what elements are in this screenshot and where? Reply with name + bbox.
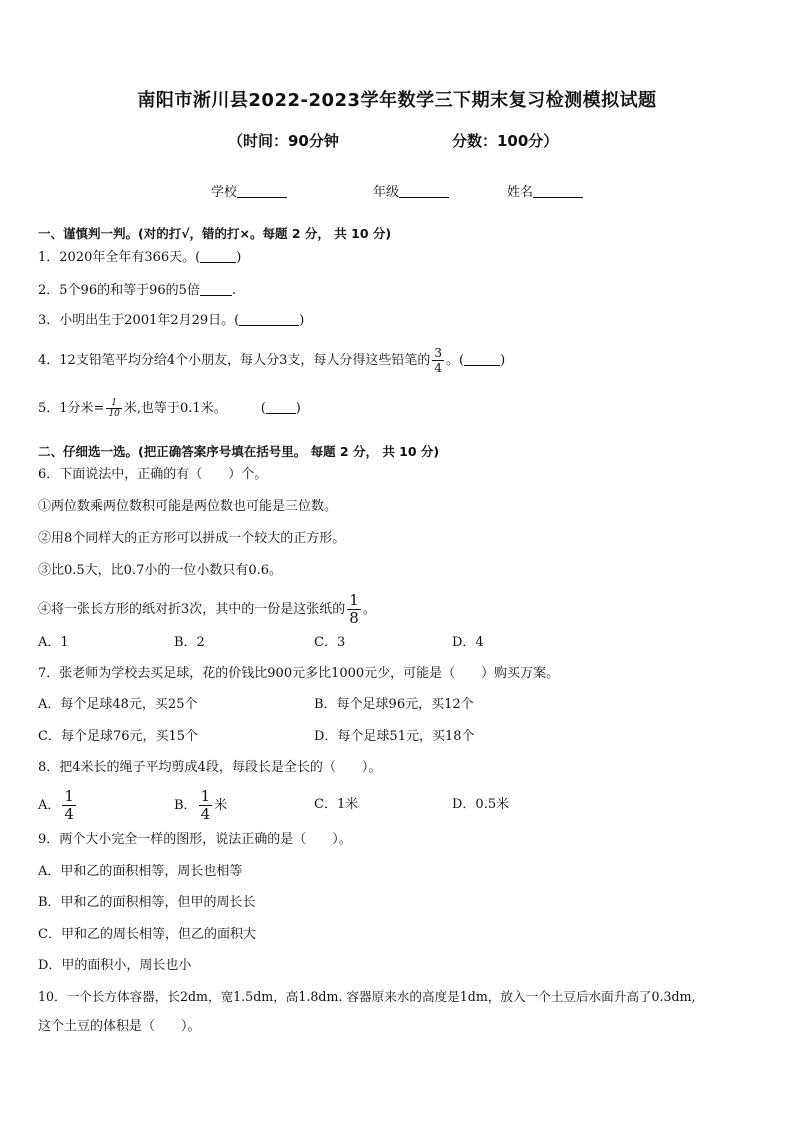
question-5-close: ) (295, 401, 301, 416)
fraction-one-quarter (199, 788, 213, 823)
q9-option-b[interactable]: B．甲和乙的面积相等，但甲的周长长 (38, 895, 256, 910)
exam-score: 分数：100分） (452, 132, 559, 150)
fraction-numerator: 1 (106, 398, 121, 409)
question-5-open: ( (260, 401, 266, 416)
fraction-denominator: 4 (434, 361, 442, 375)
question-4-close: ) (500, 353, 506, 368)
question-4-text: 4．12支铅笔平均分给4个小朋友，每人分3支，每人分得这些铅笔的 (38, 353, 431, 368)
fraction-one-tenth (106, 398, 121, 419)
question-4-open: 。( (446, 353, 465, 368)
q9-option-d[interactable]: D．甲的面积小，周长也小 (38, 958, 192, 973)
option-label: B． (174, 798, 197, 813)
exam-time: （时间：90分钟 (228, 132, 339, 150)
fraction-denominator: 10 (108, 409, 120, 419)
q9-option-c[interactable]: C．甲和乙的周长相等，但乙的面积大 (38, 927, 256, 942)
fraction-numerator: 1 (349, 591, 359, 609)
name-field (507, 181, 583, 200)
q6-option-b[interactable]: B．2 (174, 635, 205, 650)
q7-option-b[interactable]: B．每个足球96元，买12个 (314, 697, 474, 712)
question-5-text-b: 米,也等于0.1米。 (123, 401, 227, 416)
fraction-numerator: 3 (434, 346, 442, 360)
q8-option-d[interactable]: D．0.5米 (452, 797, 510, 812)
school-label: 学校 (211, 185, 238, 200)
fraction-numerator: 1 (200, 787, 211, 805)
question-7: 7．张老师为学校去买足球，花的价钱比900元多比1000元少，可能是（ ）购买万案。 (38, 666, 560, 681)
grade-blank[interactable] (399, 183, 449, 198)
question-1-text: 1．2020年全年有366天。( (38, 250, 201, 265)
answer-blank-2[interactable] (200, 282, 232, 296)
option-label: A． (38, 798, 61, 813)
answer-blank-3[interactable] (239, 312, 299, 326)
q6-option-d[interactable]: D．4 (452, 635, 484, 650)
q9-option-a[interactable]: A．甲和乙的面积相等，周长也相等 (38, 864, 243, 879)
question-9: 9．两个大小完全一样的图形，说法正确的是（ ）。 (38, 832, 352, 847)
answer-blank-4[interactable] (464, 352, 500, 366)
statement-4-end: 。 (362, 602, 376, 617)
q8-option-a[interactable] (38, 788, 78, 823)
q6-option-c[interactable]: C．3 (314, 635, 346, 650)
name-label: 姓名 (507, 185, 534, 200)
fraction-denominator: 4 (64, 805, 74, 823)
section-2-heading: 二、仔细选一选。(把正确答案序号填在括号里。 每题 2 分， 共 10 分) (38, 444, 440, 459)
page-title: 南阳市淅川县2022-2023学年数学三下期末复习检测模拟试题 (137, 90, 657, 111)
question-10-line-1: 10．一个长方体容器，长2dm，宽1.5dm，高1.8dm. 容器原来水的高度是1dm，放入一个土豆后水面升高了0.3dm, (38, 989, 696, 1004)
fraction-denominator: 8 (349, 609, 359, 627)
fraction-one-quarter (62, 788, 76, 823)
question-5-text-a: 5．1分米= (38, 401, 105, 416)
question-6-statement-3: ③比0.5大，比0.7小的一位小数只有0.6。 (38, 563, 283, 578)
question-8: 8．把4米长的绳子平均剪成4段，每段长是全长的（ ）。 (38, 760, 382, 775)
school-blank[interactable] (237, 183, 287, 198)
school-field (211, 181, 287, 200)
question-2-end: . (231, 283, 237, 298)
answer-blank-5[interactable] (266, 400, 296, 414)
question-5 (38, 398, 301, 419)
question-3-text: 3．小明出生于2001年2月29日。( (38, 313, 240, 328)
question-1-close: ) (236, 250, 242, 265)
question-6: 6．下面说法中，正确的有（ ）个。 (38, 467, 268, 482)
fraction-numerator: 1 (64, 787, 74, 805)
grade-label: 年级 (373, 185, 400, 200)
question-1 (38, 249, 241, 267)
statement-4-text: ④将一张长方形的纸对折3次，其中的一份是这张纸的 (38, 602, 346, 617)
question-6-statement-1: ①两位数乘两位数积可能是两位数也可能是三位数。 (38, 499, 338, 514)
question-10-line-2: 这个土豆的体积是（ ）。 (38, 1019, 201, 1034)
section-1-heading: 一、谨慎判一判。(对的打√，错的打×。每题 2 分， 共 10 分) (38, 226, 392, 241)
fraction-denominator: 4 (200, 805, 211, 823)
grade-field (373, 181, 449, 200)
q7-option-a[interactable]: A．每个足球48元，买25个 (38, 697, 198, 712)
answer-blank-1[interactable] (200, 249, 236, 263)
question-2-text: 2．5个96的和等于96的5倍 (38, 283, 200, 298)
fraction-three-quarters (432, 346, 444, 375)
question-3 (38, 312, 304, 330)
question-6-statement-2: ②用8个同样大的正方形可以拼成一个较大的正方形。 (38, 531, 346, 546)
fraction-one-eighth (347, 592, 361, 627)
option-unit: 米 (214, 798, 228, 813)
q7-option-d[interactable]: D．每个足球51元，买18个 (314, 729, 475, 744)
question-6-statement-4 (38, 592, 376, 627)
q7-option-c[interactable]: C．每个足球76元，买15个 (38, 729, 199, 744)
name-blank[interactable] (533, 183, 583, 198)
question-2 (38, 282, 236, 300)
q8-option-b[interactable] (174, 788, 227, 823)
question-4 (38, 346, 505, 375)
question-3-close: ) (299, 313, 305, 328)
q6-option-a[interactable]: A．1 (38, 635, 69, 650)
q8-option-c[interactable]: C．1米 (314, 797, 359, 812)
